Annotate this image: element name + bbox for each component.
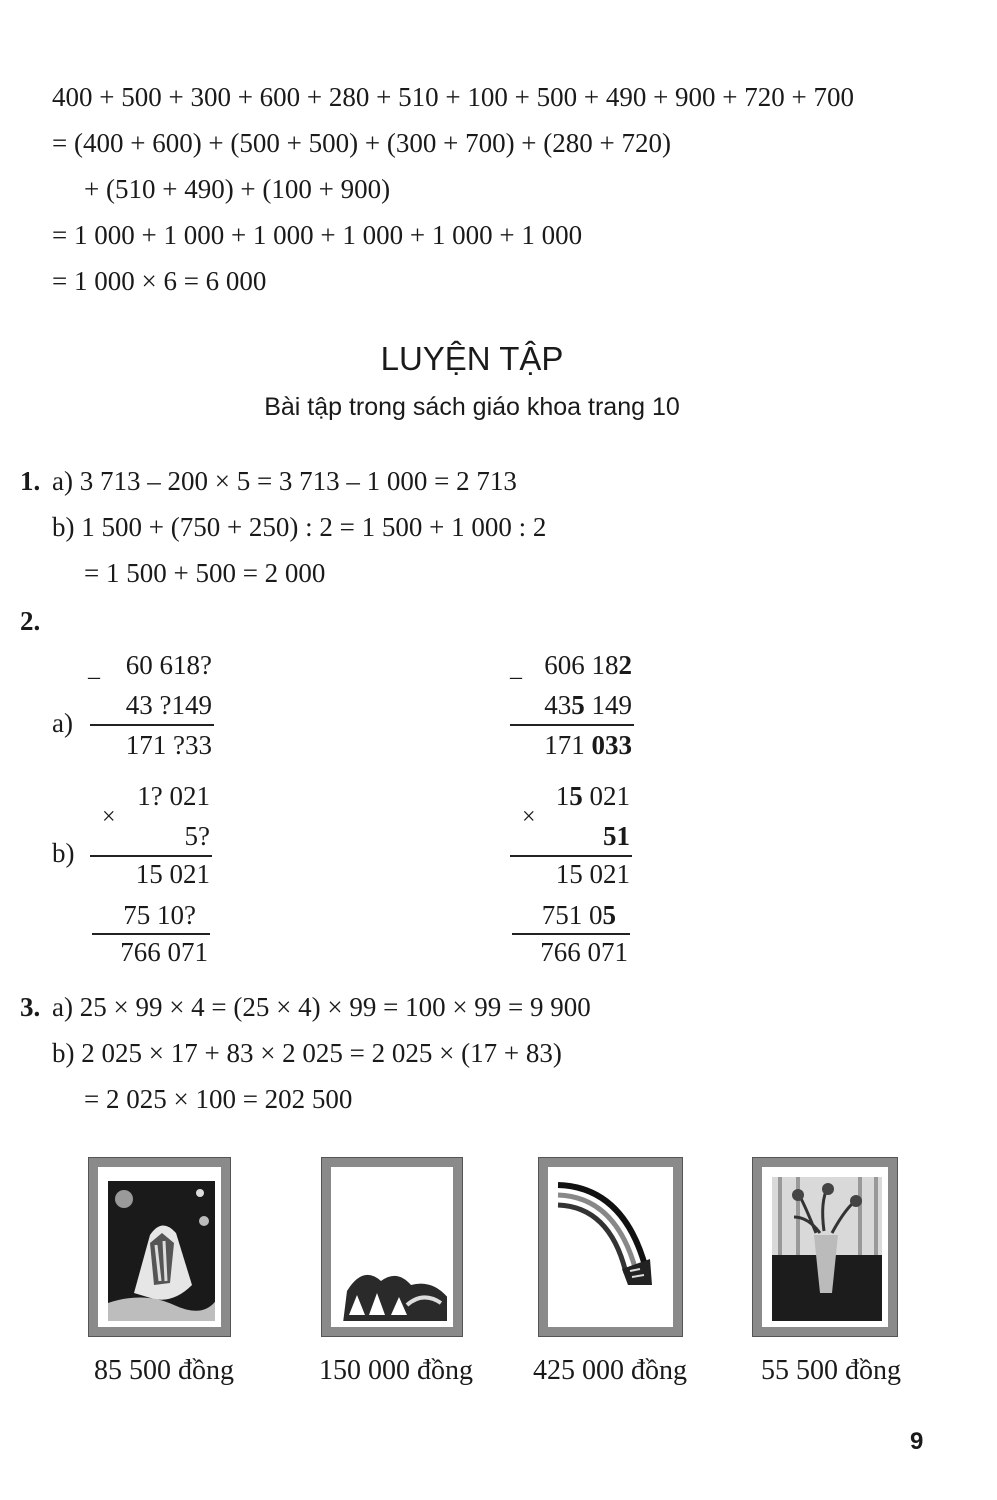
exercise-1b: b) 1 500 + (750 + 250) : 2 = 1 500 + 1 000 : 2 — [52, 512, 547, 542]
multiplication-problem-rule — [90, 855, 212, 857]
exercise-2-number: 2. — [20, 606, 41, 636]
exercise-1a: a) 3 713 – 200 × 5 = 3 713 – 1 000 = 2 713 — [52, 466, 517, 496]
multiplication-problem-product: 766 071 — [120, 937, 208, 967]
subtraction-answer-subtrahend: 435 149 — [544, 690, 632, 720]
painting-price-3: 425 000 đồng — [533, 1355, 687, 1386]
subtraction-problem-rule — [90, 724, 214, 726]
painting-price-2: 150 000 đồng — [319, 1355, 473, 1386]
mountain-painting-icon — [322, 1158, 462, 1336]
minus-sign: – — [510, 664, 522, 690]
section-subtitle: Bài tập trong sách giáo khoa trang 10 — [264, 393, 680, 421]
rainbow-painting-icon — [539, 1158, 682, 1336]
intro-line-3: + (510 + 490) + (100 + 900) — [84, 174, 391, 204]
subtraction-problem-difference: 171 ?33 — [125, 730, 212, 760]
times-sign: × — [522, 804, 536, 830]
minus-sign: – — [88, 664, 100, 690]
rocket-painting-icon — [89, 1158, 230, 1336]
subtraction-answer-difference: 171 033 — [544, 730, 632, 760]
intro-line-5: = 1 000 × 6 = 6 000 — [52, 266, 267, 296]
multiplication-problem-rule-2 — [92, 933, 210, 935]
multiplication-problem-multiplier: 5? — [184, 821, 210, 851]
flower-vase-painting-icon — [753, 1158, 897, 1336]
multiplication-answer-factor: 15 021 — [555, 781, 630, 811]
intro-line-2: = (400 + 600) + (500 + 500) + (300 + 700) + (280 + 720) — [52, 128, 671, 158]
painting-price-4: 55 500 đồng — [761, 1355, 901, 1386]
multiplication-answer-partial-1: 15 021 — [555, 859, 630, 889]
multiplication-answer-partial-2: 751 05 — [541, 900, 616, 930]
subtraction-problem-subtrahend: 43 ?149 — [125, 690, 212, 720]
subtraction-problem-minuend: 60 618? — [125, 650, 212, 680]
exercise-2b-label: b) — [52, 838, 75, 868]
exercise-1b-result: = 1 500 + 500 = 2 000 — [84, 558, 326, 588]
multiplication-answer-product: 766 071 — [540, 937, 628, 967]
intro-line-1: 400 + 500 + 300 + 600 + 280 + 510 + 100 + 500 + 490 + 900 + 720 + 700 — [52, 82, 854, 112]
painting-price-1: 85 500 đồng — [94, 1355, 234, 1386]
page-number: 9 — [910, 1428, 924, 1455]
multiplication-problem-partial-1: 15 021 — [135, 859, 210, 889]
exercise-3b: b) 2 025 × 17 + 83 × 2 025 = 2 025 × (17 + 83) — [52, 1038, 562, 1068]
section-title: LUYỆN TẬP — [380, 340, 564, 377]
multiplication-answer-rule — [510, 855, 632, 857]
multiplication-answer-rule-2 — [512, 933, 630, 935]
subtraction-answer-minuend: 606 182 — [544, 650, 632, 680]
exercise-3a: a) 25 × 99 × 4 = (25 × 4) × 99 = 100 × 99 = 9 900 — [52, 992, 591, 1022]
multiplication-answer-multiplier: 51 — [603, 821, 630, 851]
exercise-1-number: 1. — [20, 466, 41, 496]
times-sign: × — [102, 804, 116, 830]
intro-line-4: = 1 000 + 1 000 + 1 000 + 1 000 + 1 000 + 1 000 — [52, 220, 583, 250]
multiplication-problem-partial-2: 75 10? — [123, 900, 196, 930]
multiplication-problem-factor: 1? 021 — [137, 781, 210, 811]
exercise-3-number: 3. — [20, 992, 41, 1022]
subtraction-answer-rule — [510, 724, 634, 726]
exercise-3b-result: = 2 025 × 100 = 202 500 — [84, 1084, 353, 1114]
exercise-2a-label: a) — [52, 708, 73, 738]
